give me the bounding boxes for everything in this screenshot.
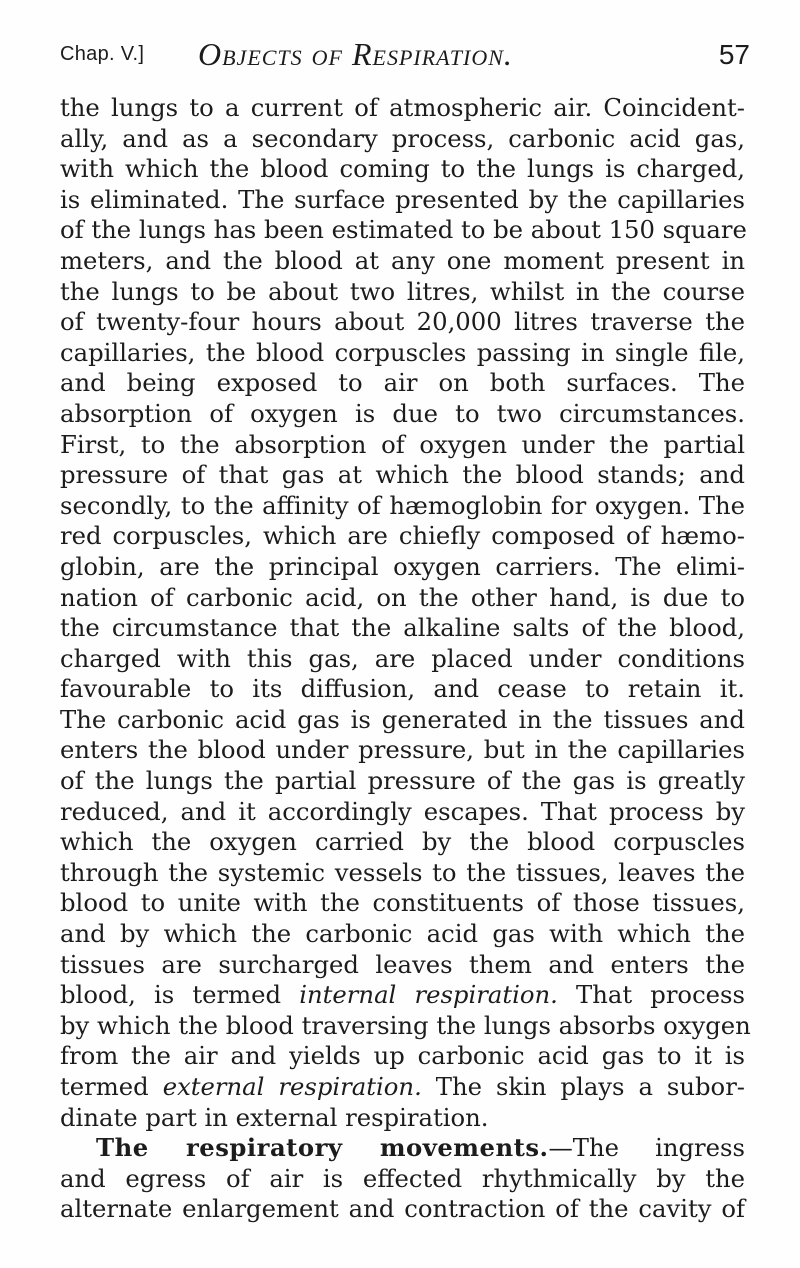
text-line-external-respiration [60,1072,745,1103]
text-fragment: The skin plays a subor- [421,1072,746,1101]
term-external-respiration: external respiration. [162,1072,422,1101]
text-line: is eliminated. The surface presented by the capillaries [60,184,745,214]
text-line: of the lungs has been estimated to be about 150 square [60,215,747,245]
body-text [60,93,751,1225]
text-line: by which the blood traversing the lungs absorbs oxygen [60,1010,751,1040]
section-heading-respiratory-movements: The respiratory movements. [96,1133,549,1163]
text-line: meters, and the blood at any one moment present in [60,245,745,275]
text-line: nation of carbonic acid, on the other hand, is due to [60,582,745,612]
running-head [60,36,750,80]
text-line: from the air and yields up carbonic acid gas to it is [60,1041,745,1071]
text-line: secondly, to the affinity of hæmoglobin for oxygen. The [60,490,745,520]
text-line: of the lungs the partial pressure of the gas is greatly [60,766,745,796]
page-number: 57 [718,39,750,70]
text-fragment: That process [557,980,745,1010]
text-line: reduced, and it accordingly escapes. That process by [60,796,745,826]
text-line: and egress of air is effected rhythmically by the [60,1163,745,1193]
text-line: of twenty-four hours about 20,000 litres traverse the [60,307,745,337]
text-line: favourable to its diffusion, and cease to retain it. [60,674,745,704]
text-line: dinate part in external respiration. [60,1102,489,1132]
term-internal-respiration: internal respiration. [299,980,558,1010]
text-line: The carbonic acid gas is generated in the tissues and [60,704,745,734]
text-line: absorption of oxygen is due to two circumstances. [60,398,745,428]
text-line: the lungs to a current of atmospheric air. Coincident- [60,93,745,122]
page-title: Objects of Respiration. [198,36,513,72]
text-line-internal-respiration [60,980,745,1011]
text-line: the circumstance that the alkaline salts of the blood, [60,613,745,643]
text-line: charged with this gas, are placed under conditions [60,643,745,673]
text-line: alternate enlargement and contraction of the cavity of [60,1194,745,1224]
paragraph-heading-line [60,1133,745,1164]
text-line: with which the blood coming to the lungs is charged, [60,154,745,184]
text-fragment: blood, is termed [60,980,300,1010]
text-line: capillaries, the blood corpuscles passing in single file, [60,337,745,367]
text-line: and by which the carbonic acid gas with which the [60,919,745,949]
text-line: the lungs to be about two litres, whilst in the course [60,276,745,306]
text-line: enters the blood under pressure, but in the capillaries [60,735,745,765]
text-line: ally, and as a secondary process, carbonic acid gas, [60,123,745,153]
text-fragment: —The ingress [548,1133,745,1163]
text-line: pressure of that gas at which the blood stands; and [60,460,745,490]
text-line: and being exposed to air on both surfaces. The [60,368,745,398]
text-line: globin, are the principal oxygen carriers. The elimi- [60,551,745,581]
text-line: First, to the absorption of oxygen under the partial [60,429,745,459]
text-line: red corpuscles, which are chiefly composed of hæmo- [60,521,745,551]
chapter-label: Chap. V.] [60,43,145,65]
text-fragment: termed [60,1072,163,1101]
text-line: tissues are surcharged leaves them and enters the [60,949,745,979]
text-line: through the systemic vessels to the tissues, leaves the [60,857,745,887]
text-line: which the oxygen carried by the blood corpuscles [60,827,745,857]
text-line: blood to unite with the constituents of those tissues, [60,888,745,918]
